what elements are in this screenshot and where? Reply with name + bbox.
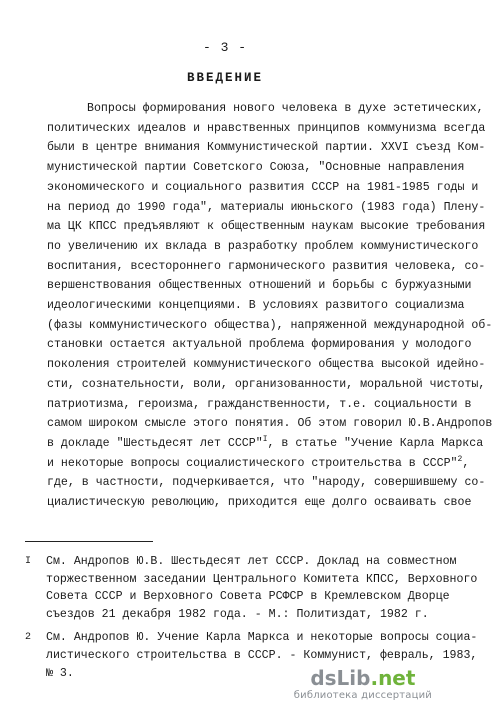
body-line: циалистическую революцию, приходится еще долго осваивать свое	[47, 496, 472, 510]
footnote-mark: I	[25, 556, 32, 567]
watermark-logo-tld: .net	[370, 666, 416, 690]
body-line: ма ЦК КПСС предъявляют к общественным наукам высокие требования	[47, 220, 486, 234]
footnote-line: листического строительства в СССР. - Коммунист, февраль, 1983,	[46, 648, 478, 662]
footnote-line: См. Андропов Ю.В. Шестьдесят лет СССР. Доклад на совместном	[46, 555, 457, 568]
body-line: самом широком смысле этого понятия. Об этом говорил Ю.В.Андропов	[47, 417, 492, 431]
site-watermark	[294, 666, 432, 701]
body-line: вершенствования общественных отношений и борьбы с буржуазными	[47, 279, 472, 293]
body-line-with-footnote	[47, 434, 484, 454]
footnote-line: торжественном заседании Центрального Комитета КПСС, Верховного	[46, 572, 478, 586]
footnote-line: Совета СССР и Верховного Совета РСФСР в Кремлевском Дворце	[46, 590, 450, 604]
body-line: идеологическими концепциями. В условиях развитого социализма	[47, 299, 465, 313]
body-line-text: и некоторые вопросы социалистического строительства в СССР"	[47, 456, 458, 470]
body-line: мунистической партии Советского Союза, "Основные направления	[47, 161, 465, 175]
body-line: воспитания, всестороннего гармонического развития человека, со-	[47, 259, 486, 273]
body-line: на период до 1990 года", материалы июньского (1983 года) Плену-	[47, 200, 486, 214]
body-line: Вопросы формирования нового человека в духе эстетических,	[87, 102, 484, 115]
body-line-text: в докладе "Шестьдесят лет СССР"	[47, 436, 263, 450]
body-paragraph	[47, 99, 492, 513]
footnote-1	[25, 553, 478, 623]
watermark-subtitle: библиотека диссертаций	[293, 690, 432, 701]
body-line-with-footnote	[47, 454, 470, 474]
footnote-mark: 2	[25, 632, 32, 644]
footnote-ref-1: I	[262, 435, 268, 445]
footnote-line: См. Андропов Ю. Учение Карла Маркса и некоторые вопросы социа-	[46, 631, 478, 645]
body-line: по увеличению их вклада в разработку проблем коммунистического	[47, 239, 479, 253]
section-title: ВВЕДЕНИЕ	[186, 71, 263, 85]
body-line: где, в частности, подчеркивается, что "народу, совершившему со-	[47, 476, 486, 490]
body-line: сти, сознательности, воли, организованности, моральной чистоты,	[47, 377, 486, 391]
watermark-logo	[294, 666, 432, 690]
body-line: патриотизма, героизма, гражданственности, т.е. социальности в	[47, 397, 472, 411]
watermark-logo-main: dsLib	[310, 666, 371, 690]
body-line: становки остается актуальной проблема формирования у молодого	[47, 338, 472, 352]
body-line: экономического и социального развития СССР на 1981-1985 годы и	[47, 180, 479, 194]
footnote-divider	[25, 541, 153, 542]
body-line-tail: ,	[462, 456, 470, 470]
body-line: (фазы коммунистического общества), напряженной международной об-	[47, 318, 492, 332]
footnote-line: № 3.	[46, 666, 74, 680]
body-line: были в центре внимания Коммунистической партии. XXVI съезд Ком-	[47, 141, 486, 155]
footnote-ref-2: 2	[457, 454, 463, 464]
footnote-line: съездов 21 декабря 1982 года. - М.: Политиздат, 1982 г.	[46, 607, 429, 621]
body-line: политических идеалов и нравственных принципов коммунизма всегда	[47, 121, 486, 135]
page-number: - 3 -	[202, 40, 247, 55]
body-line-tail: , в статье "Учение Карла Маркса	[267, 436, 484, 450]
body-line: поколения строителей коммунистического общества высокой идейно-	[47, 358, 486, 372]
